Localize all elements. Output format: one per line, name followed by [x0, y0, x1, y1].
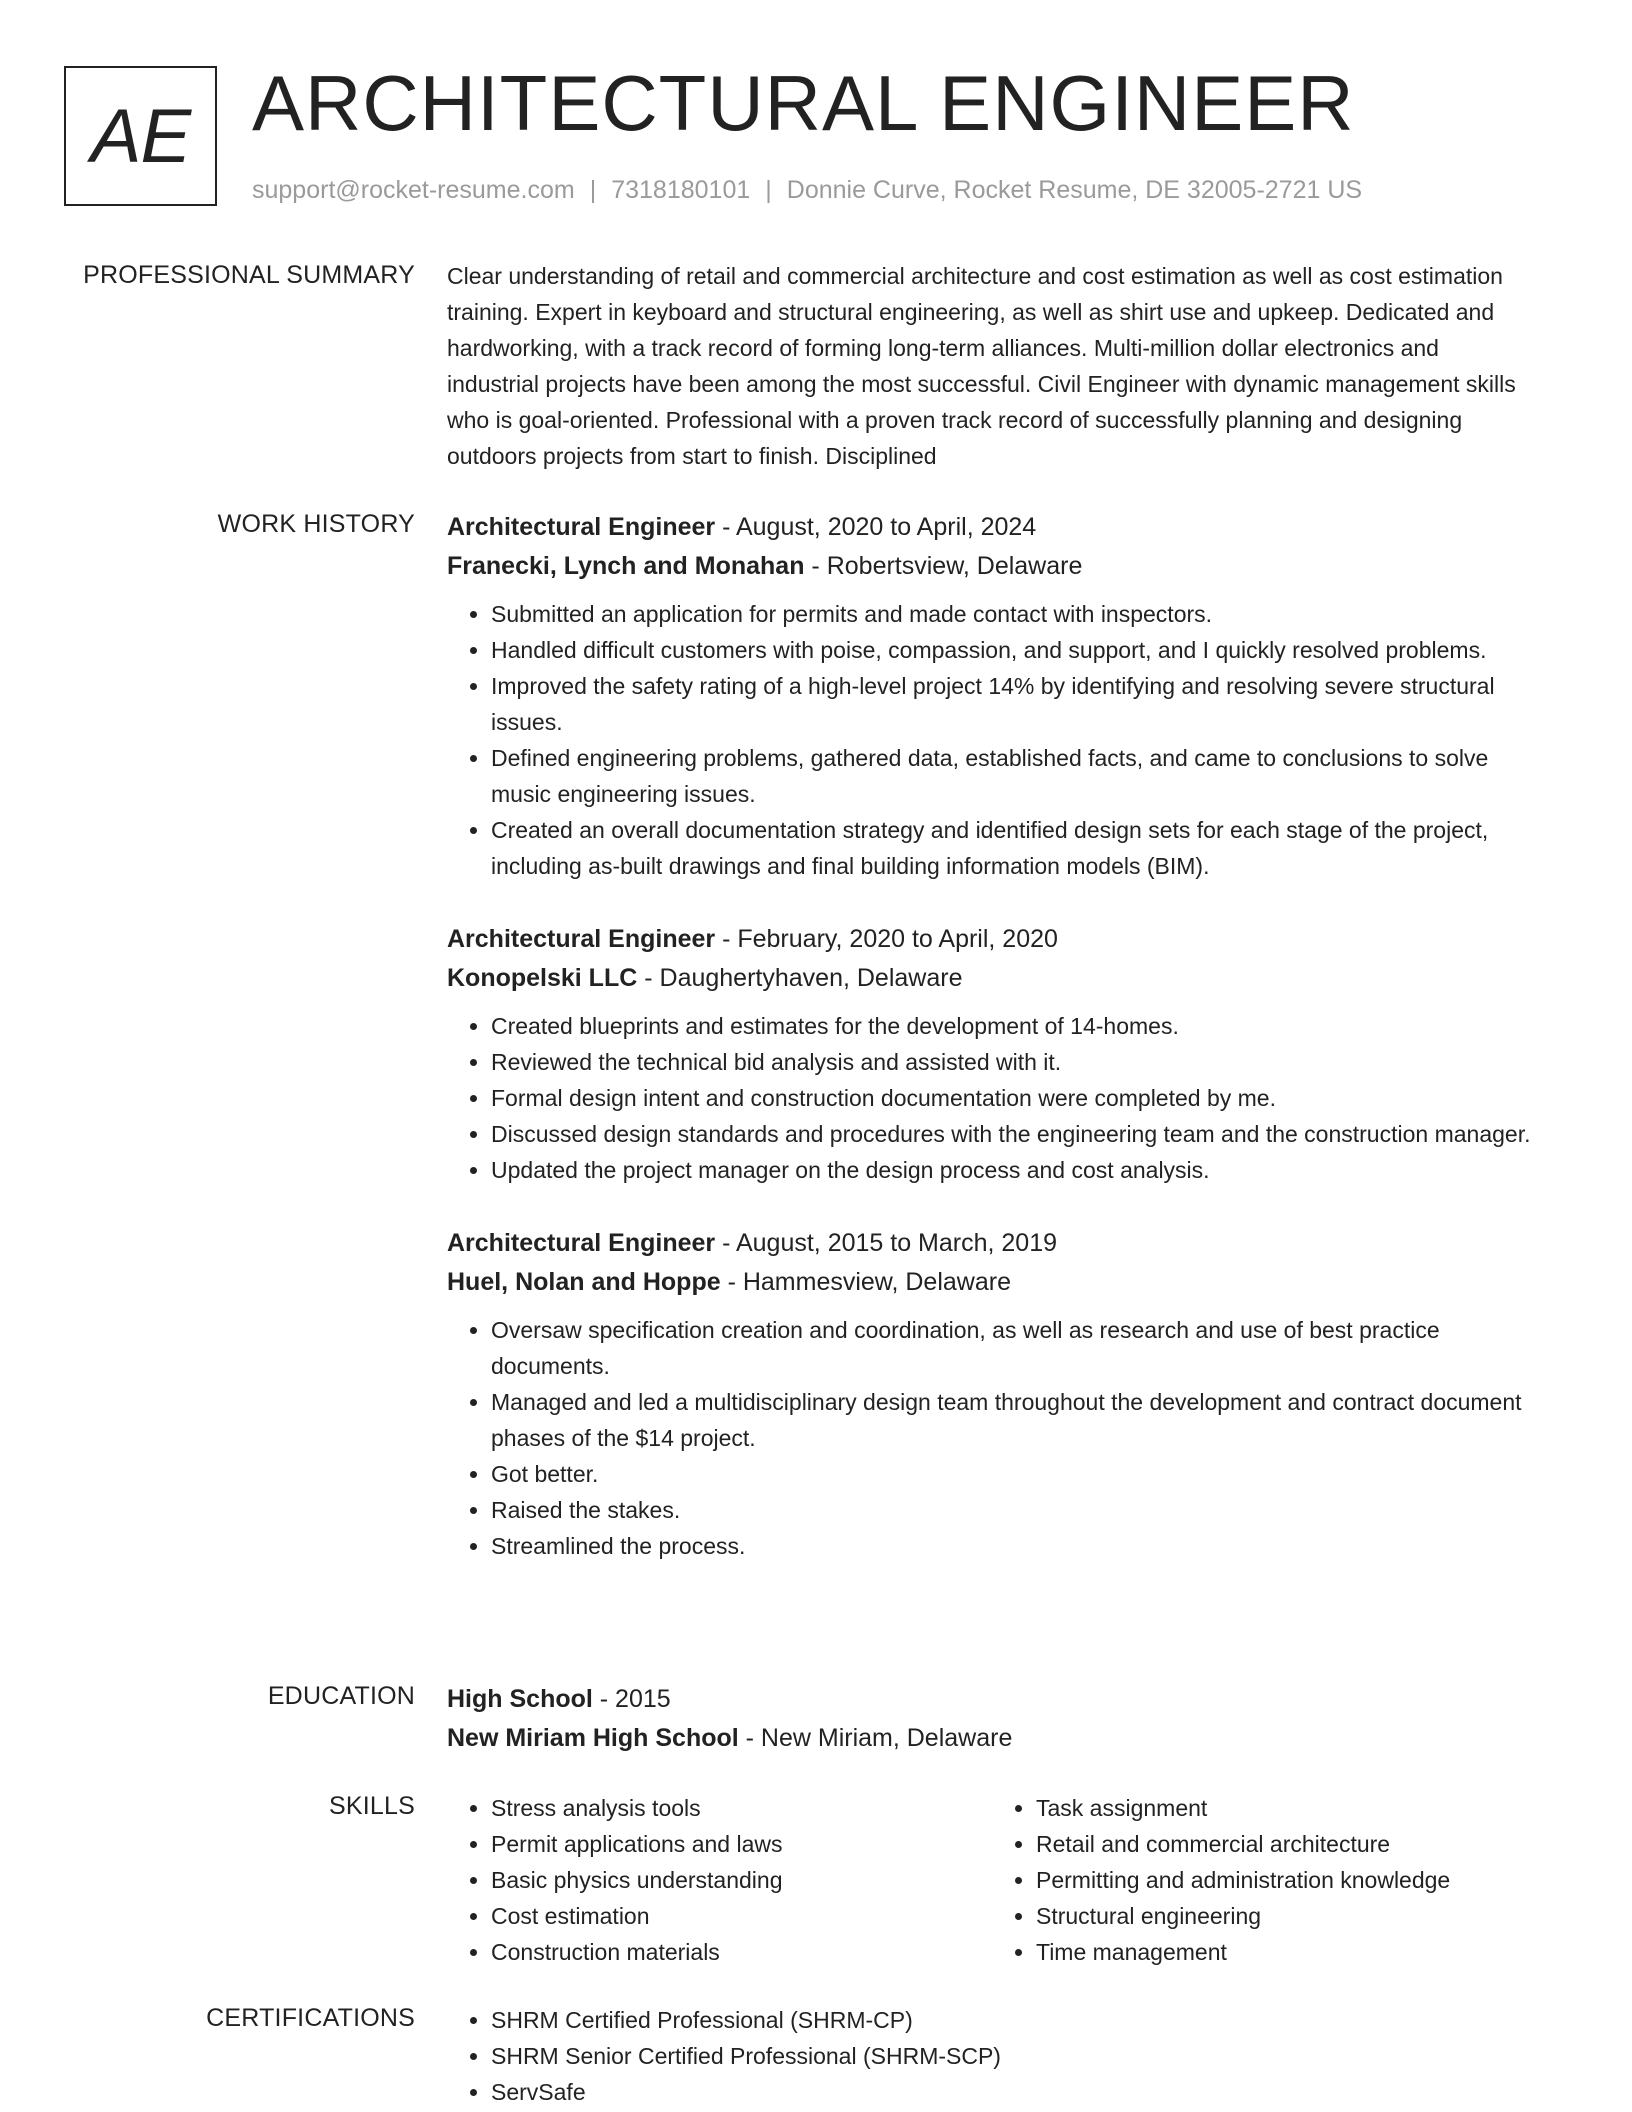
skill-item: • Structural engineering — [1036, 1898, 1537, 1934]
company-location: - Hammesview, Delaware — [720, 1268, 1011, 1296]
certification-item: • ServSafe — [491, 2074, 1537, 2110]
skill-item: • Basic physics understanding — [491, 1862, 992, 1898]
job-title-line — [447, 1224, 1537, 1263]
certification-item: • SHRM Certified Professional (SHRM-CP) — [491, 2002, 1537, 2038]
job-title-line — [447, 920, 1537, 959]
contact-phone[interactable]: 7318180101 — [611, 176, 751, 204]
job-title-line — [447, 508, 1537, 547]
job-bullets — [447, 1008, 1537, 1188]
contact-address: Donnie Curve, Rocket Resume, DE 32005-2721 US — [786, 176, 1363, 204]
job-bullet: • Created blueprints and estimates for the development of 14-homes. — [491, 1008, 1537, 1044]
job-title: Architectural Engineer — [447, 1229, 716, 1257]
company-name: Konopelski LLC — [447, 964, 638, 992]
job-entry — [447, 1224, 1537, 1564]
job-title: Architectural Engineer — [447, 925, 716, 953]
certifications-list — [447, 2002, 1537, 2110]
certification-items — [447, 2002, 1537, 2110]
skills-columns — [447, 1790, 1537, 1970]
school-location: - New Miriam, Delaware — [738, 1724, 1013, 1752]
contact-separator: | — [765, 176, 772, 204]
skill-item: • Retail and commercial architecture — [1036, 1826, 1537, 1862]
skill-item: • Task assignment — [1036, 1790, 1537, 1826]
job-bullet: • Submitted an application for permits and made contact with inspectors. — [491, 596, 1537, 632]
company-line — [447, 1263, 1537, 1302]
skill-item: • Time management — [1036, 1934, 1537, 1970]
graduation-year: - 2015 — [592, 1685, 671, 1713]
job-bullet: • Created an overall documentation strategy and identified design sets for each stage of the project, including as-built drawings and final building information models (BIM). — [491, 812, 1537, 884]
job-bullets — [447, 596, 1537, 884]
company-name: Franecki, Lynch and Monahan — [447, 552, 805, 580]
degree: High School — [447, 1685, 593, 1713]
section-label: CERTIFICATIONS — [206, 2004, 415, 2032]
section-label: PROFESSIONAL SUMMARY — [83, 261, 415, 289]
skill-item: • Permit applications and laws — [491, 1826, 992, 1862]
job-dates: - August, 2015 to March, 2019 — [715, 1229, 1058, 1257]
job-dates: - August, 2020 to April, 2024 — [715, 513, 1037, 541]
company-line — [447, 547, 1537, 586]
job-bullet: • Discussed design standards and procedures with the engineering team and the construction manager. — [491, 1116, 1537, 1152]
section-label: EDUCATION — [267, 1682, 415, 1710]
school-name: New Miriam High School — [447, 1724, 739, 1752]
section-label: SKILLS — [329, 1792, 415, 1820]
monogram-logo: AE — [64, 66, 217, 206]
job-bullet: • Got better. — [491, 1456, 1537, 1492]
resume-title: ARCHITECTURAL ENGINEER — [252, 59, 1355, 147]
job-bullet: • Oversaw specification creation and coordination, as well as research and use of best practice documents. — [491, 1312, 1537, 1384]
contact-line — [252, 176, 1362, 205]
certification-item: • SHRM Senior Certified Professional (SHRM-SCP) — [491, 2038, 1537, 2074]
contact-separator: | — [589, 176, 597, 204]
job-entry — [447, 920, 1537, 1188]
job-bullet: • Formal design intent and construction documentation were completed by me. — [491, 1080, 1537, 1116]
job-bullet: • Raised the stakes. — [491, 1492, 1537, 1528]
job-entry — [447, 508, 1537, 884]
job-bullet: • Handled difficult customers with poise, compassion, and support, and I quickly resolved problems. — [491, 632, 1537, 668]
job-title: Architectural Engineer — [447, 513, 716, 541]
job-bullet: • Improved the safety rating of a high-level project 14% by identifying and resolving severe structural issues. — [491, 668, 1537, 740]
skill-item: • Permitting and administration knowledge — [1036, 1862, 1537, 1898]
company-name: Huel, Nolan and Hoppe — [447, 1268, 721, 1296]
skill-item: • Stress analysis tools — [491, 1790, 992, 1826]
company-location: - Robertsview, Delaware — [804, 552, 1083, 580]
job-bullet: • Updated the project manager on the design process and cost analysis. — [491, 1152, 1537, 1188]
job-bullet: • Managed and led a multidisciplinary design team throughout the development and contract document phases of the $14 project. — [491, 1384, 1537, 1456]
school-line — [447, 1719, 1537, 1758]
contact-email[interactable]: support@rocket-resume.com — [252, 176, 575, 204]
skills-right-column — [992, 1790, 1537, 1970]
company-location: - Daughertyhaven, Delaware — [637, 964, 963, 992]
company-line — [447, 959, 1537, 998]
summary-text: Clear understanding of retail and commercial architecture and cost estimation as well as cost estimation training. Expert in keyboard and structural engineering, as well as shirt use and upkeep. Dedicated and hardworking, with a track record of forming long-term alliances. Multi-million dollar electronics and industrial projects have been among the most successful. Civil Engineer with dynamic management skills who is goal-oriented. Professional with a proven track record of successfully planning and designing outdoors projects from start to finish. Disciplined — [447, 263, 1516, 469]
job-bullet: • Defined engineering problems, gathered data, established facts, and came to conclusions to solve music engineering issues. — [491, 740, 1537, 812]
skill-item: • Construction materials — [491, 1934, 992, 1970]
work-history-list — [447, 508, 1537, 1600]
skills-left-column — [447, 1790, 992, 1970]
job-bullet: • Streamlined the process. — [491, 1528, 1537, 1564]
skill-item: • Cost estimation — [491, 1898, 992, 1934]
education-entry — [447, 1680, 1537, 1758]
section-label: WORK HISTORY — [217, 510, 415, 538]
job-bullets — [447, 1312, 1537, 1564]
job-bullet: • Reviewed the technical bid analysis and assisted with it. — [491, 1044, 1537, 1080]
job-dates: - February, 2020 to April, 2020 — [715, 925, 1058, 953]
degree-line — [447, 1680, 1537, 1719]
